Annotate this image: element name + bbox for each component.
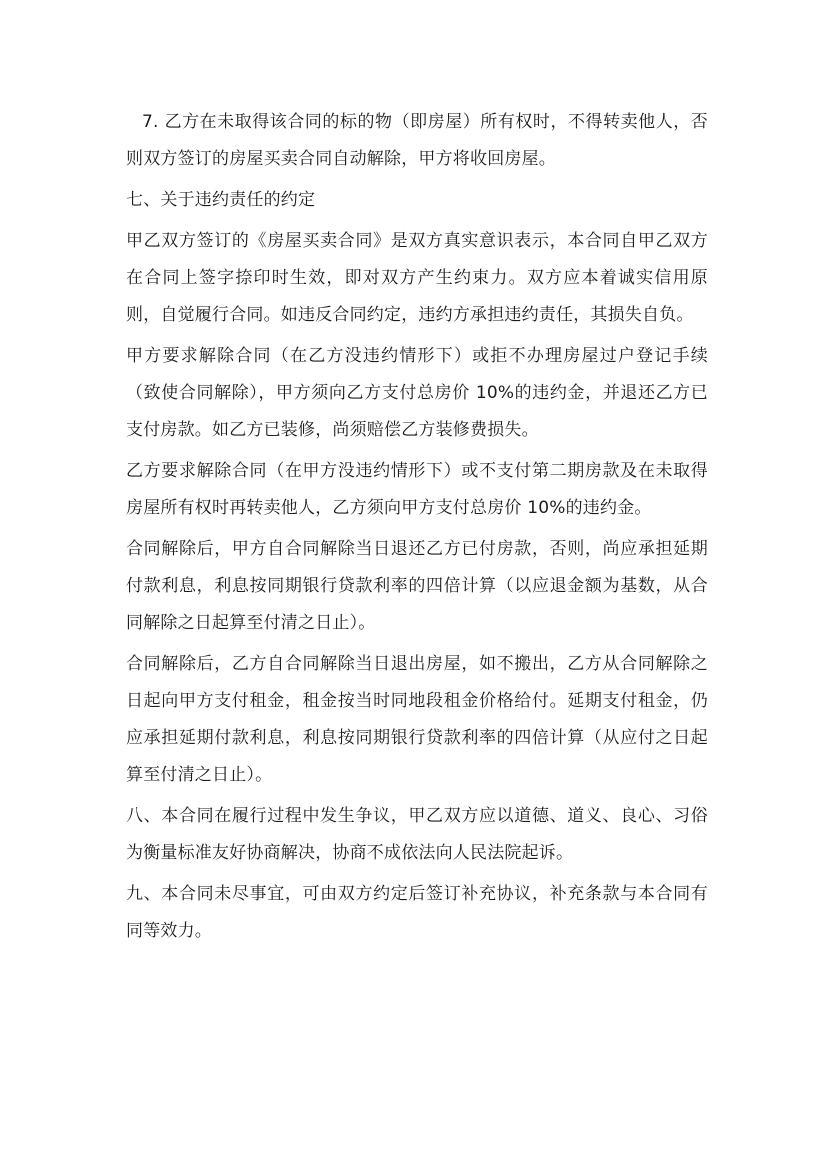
party-a-termination-paragraph: 甲方要求解除合同（在乙方没违约情形下）或拒不办理房屋过户登记手续（致使合同解除），甲方须向乙方支付总房价 10%的违约金，并退还乙方已支付房款。如乙方已装修，尚须赔偿乙方装修费损失。 <box>126 346 708 440</box>
breach-general-paragraph: 甲乙双方签订的《房屋买卖合同》是双方真实意识表示，本合同自甲乙双方在合同上签字捺印时生效，即对双方产生约束力。双方应本着诚实信用原则，自觉履行合同。如违反合同约定，违约方承担违约责任，其损失自负。 <box>126 231 708 325</box>
section-heading-breach-liability: 七、关于违约责任的约定 <box>126 190 316 210</box>
section-8-dispute-paragraph: 八、本合同在履行过程中发生争议，甲乙双方应以道德、道义、良心、习俗为衡量标准友好协商解决，协商不成依法向人民法院起诉。 <box>126 806 708 863</box>
vacate-after-termination-paragraph: 合同解除后，乙方自合同解除当日退出房屋，如不搬出，乙方从合同解除之日起向甲方支付租金，租金按当时同地段租金价格给付。延期支付租金，仍应承担延期付款利息，利息按同期银行贷款利率的四倍计算（从应付之日起算至付清之日止）。 <box>126 654 708 785</box>
clause-7-paragraph: 7. 乙方在未取得该合同的标的物（即房屋）所有权时，不得转卖他人，否则双方签订的房屋买卖合同自动解除，甲方将收回房屋。 <box>126 112 708 169</box>
document-body <box>126 104 708 954</box>
section-9-supplement-paragraph: 九、本合同未尽事宜，可由双方约定后签订补充协议，补充条款与本合同有同等效力。 <box>126 884 708 941</box>
party-b-termination-paragraph: 乙方要求解除合同（在甲方没违约情形下）或不支付第二期房款及在未取得房屋所有权时再转卖他人，乙方须向甲方支付总房价 10%的违约金。 <box>126 461 708 518</box>
refund-after-termination-paragraph: 合同解除后，甲方自合同解除当日退还乙方已付房款，否则，尚应承担延期付款利息，利息按同期银行贷款利率的四倍计算（以应退金额为基数，从合同解除之日起算至付清之日止）。 <box>126 539 708 633</box>
